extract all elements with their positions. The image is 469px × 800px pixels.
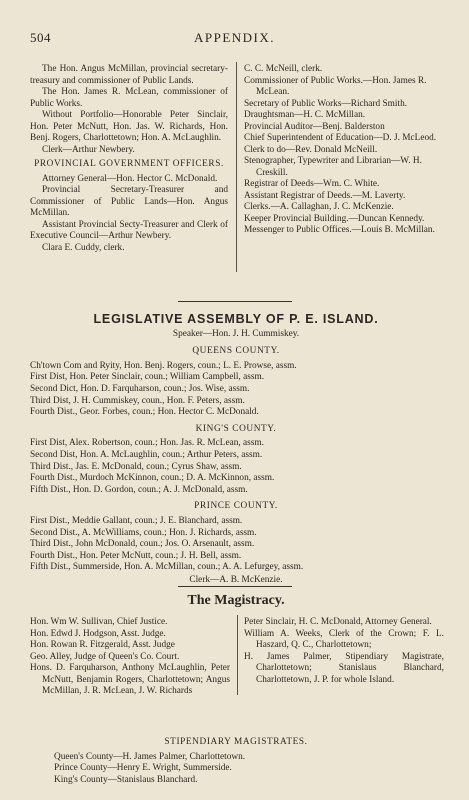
district-line: Fourth Dist., Geor. Forbes, coun.; Hon. Hector C. McDonald. xyxy=(30,407,259,418)
paragraph: Commissioner of Public Works.—Hon. James R. McLean. xyxy=(244,75,427,97)
section-title: The Magistracy. xyxy=(187,593,285,608)
column-divider xyxy=(236,62,237,272)
district-line: Fifth Dist., Hon. D. Gordon, coun.; A. J. McDonald, assm. xyxy=(30,484,248,495)
section-rule xyxy=(178,301,292,302)
paragraph: Provincial Secretary-Treasurer and Commissioner of Public Lands—Hon. Angus McMillan. xyxy=(30,185,228,218)
paragraph: Hons. D. Farquharson, Anthony McLaughlin, Peter McNutt, Benjamin Rogers, Charlottetown; Angus McMillan, J. R. McLean, J. W. Richards xyxy=(30,663,230,696)
clerk-line: Clerk—A. B. McKenzie. xyxy=(189,574,283,585)
paragraph: Assistant Registrar of Deeds.—M. Laverty. xyxy=(244,190,406,201)
magistracy-section xyxy=(30,595,442,607)
magistracy-left-column xyxy=(30,617,230,698)
paragraph: Clara E. Cuddy, clerk. xyxy=(42,242,125,253)
paragraph: Geo. Alley, Judge of Queen's Co. Court. xyxy=(30,651,180,662)
paragraph: William A. Weeks, Clerk of the Crown; F. L. Haszard, Q. C., Charlottetown; xyxy=(244,628,444,650)
paragraph: Attorney General—Hon. Hector C. McDonald. xyxy=(42,173,218,184)
running-title: APPENDIX. xyxy=(193,30,276,45)
district-line: First Dist, Alex. Robertson, coun.; Hon. Jas. R. McLean, assm. xyxy=(30,438,264,449)
paragraph: Hon. Edwd J. Hodgson, Asst. Judge. xyxy=(30,628,166,639)
right-column xyxy=(244,64,444,237)
district-line: Third Dist., John McDonald, coun.; Jos. O. Arsenault, assm. xyxy=(30,539,255,550)
speaker-line: Speaker—Hon. J. H. Cummiskey. xyxy=(172,328,300,339)
paragraph: Hon. Wm W. Sullivan, Chief Justice. xyxy=(30,617,168,627)
paragraph: The Hon. James R. McLean, commissioner of Public Works. xyxy=(30,87,228,109)
magistrate-line: King's County—Stanislaus Blanchard. xyxy=(54,774,198,785)
paragraph: Draughtsman—H. C. McMillan. xyxy=(244,110,366,120)
district-line: Second Dist, Hon. A. McLaughlin, coun.; Arthur Peters, assm. xyxy=(30,449,263,460)
legislative-assembly-section xyxy=(30,314,442,586)
county-heading: KING'S COUNTY. xyxy=(195,423,277,434)
district-line: Second Dist., A. McWilliams, coun.; Hon. J. Richards, assm. xyxy=(30,527,257,538)
district-line: Fourth Dist., Hon. Peter McNutt, coun.; J. H. Bell, assm. xyxy=(30,550,242,561)
section-heading: STIPENDIARY MAGISTRATES. xyxy=(164,737,308,747)
paragraph: Secretary of Public Works—Richard Smith. xyxy=(244,98,408,109)
page-number: 504 xyxy=(30,30,51,45)
paragraph: Keeper Provincial Building.—Duncan Kennedy. xyxy=(244,213,425,224)
district-line: Fourth Dist., Murdoch McKinnon, coun.; D. A. McKinnon, assm. xyxy=(30,473,275,484)
section-title: LEGISLATIVE ASSEMBLY OF P. E. ISLAND. xyxy=(93,312,379,326)
paragraph: Stenographer, Typewriter and Librarian—W. H. Creskill. xyxy=(244,156,422,178)
section-rule xyxy=(178,586,292,587)
paragraph: Clerk—Arthur Newbery. xyxy=(42,144,135,155)
column-divider xyxy=(237,615,238,695)
paragraph: C. C. McNeill, clerk. xyxy=(244,64,323,74)
paragraph: Clerk to do—Rev. Donald McNeill. xyxy=(244,144,378,155)
district-line: First Dist., Meddie Gallant, coun.; J. E. Blanchard, assm. xyxy=(30,515,243,526)
district-line: First Dist, Hon. Peter Sinclair, coun.; William Campbell, assm. xyxy=(30,372,265,383)
paragraph: Assistant Provincial Secty-Treasurer and Clerk of Executive Council—Arthur Newbery. xyxy=(30,219,228,241)
district-line: Third Dist, J. H. Cummiskey, coun., Hon. F. Peters, assm. xyxy=(30,395,245,406)
paragraph: Hon. Rowan R. Fitzgerald, Asst. Judge xyxy=(30,640,175,650)
page-header xyxy=(0,30,469,46)
stipendiary-section xyxy=(30,737,442,786)
county-heading: QUEENS COUNTY. xyxy=(192,346,280,357)
paragraph: Peter Sinclair, H. C. McDonald, Attorney General. xyxy=(244,617,432,627)
district-line: Second Dict, Hon. D. Farquharson, coun.; Jos. Wise, assm. xyxy=(30,383,250,394)
left-column xyxy=(30,64,228,254)
paragraph: Chief Superintendent of Education—D. J. McLeod. xyxy=(244,133,437,143)
county-heading: PRINCE COUNTY. xyxy=(194,501,278,512)
district-line: Fifth Dist., Summerside, Hon. A. McMillan, coun.; A. A. Lefurgey, assm. xyxy=(30,562,304,573)
magistrate-line: Queen's County—H. James Palmer, Charlottetown. xyxy=(54,751,246,762)
magistracy-right-column xyxy=(244,617,444,686)
magistrate-line: Prince County—Henry E. Wright, Summerside. xyxy=(54,763,232,774)
paragraph: Messenger to Public Offices.—Louis B. McMillan. xyxy=(244,225,435,235)
district-line: Ch'town Com and Ryity, Hon. Benj. Rogers, coun.; L. E. Prowse, assm. xyxy=(30,360,297,371)
paragraph: Provincial Auditor—Benj. Balderston xyxy=(244,121,385,132)
paragraph: Without Portfolio—Honorable Peter Sinclair, Hon. Peter McNutt, Hon. Jas. W. Richards, Hon. Benj. Rogers, Charlottetown; Hon. A. McLaughlin. xyxy=(30,110,228,143)
paragraph: Clerks.—A. Callaghan, J. C. McKenzie. xyxy=(244,202,394,212)
section-heading: PROVINCIAL GOVERNMENT OFFICERS. xyxy=(34,159,224,169)
paragraph: The Hon. Angus McMillan, provincial secretary-treasury and commissioner of Public Lands. xyxy=(30,64,228,86)
paragraph: Registrar of Deeds—Wm. C. White. xyxy=(244,179,380,189)
district-line: Third Dist., Jas. E. McDonald, coun.; Cyrus Shaw, assm. xyxy=(30,461,242,472)
paragraph: H. James Palmer, Stipendiary Magistrate, Charlottetown; Stanislaus Blanchard, Charlottetown, J. P. for whole Island. xyxy=(244,651,444,685)
